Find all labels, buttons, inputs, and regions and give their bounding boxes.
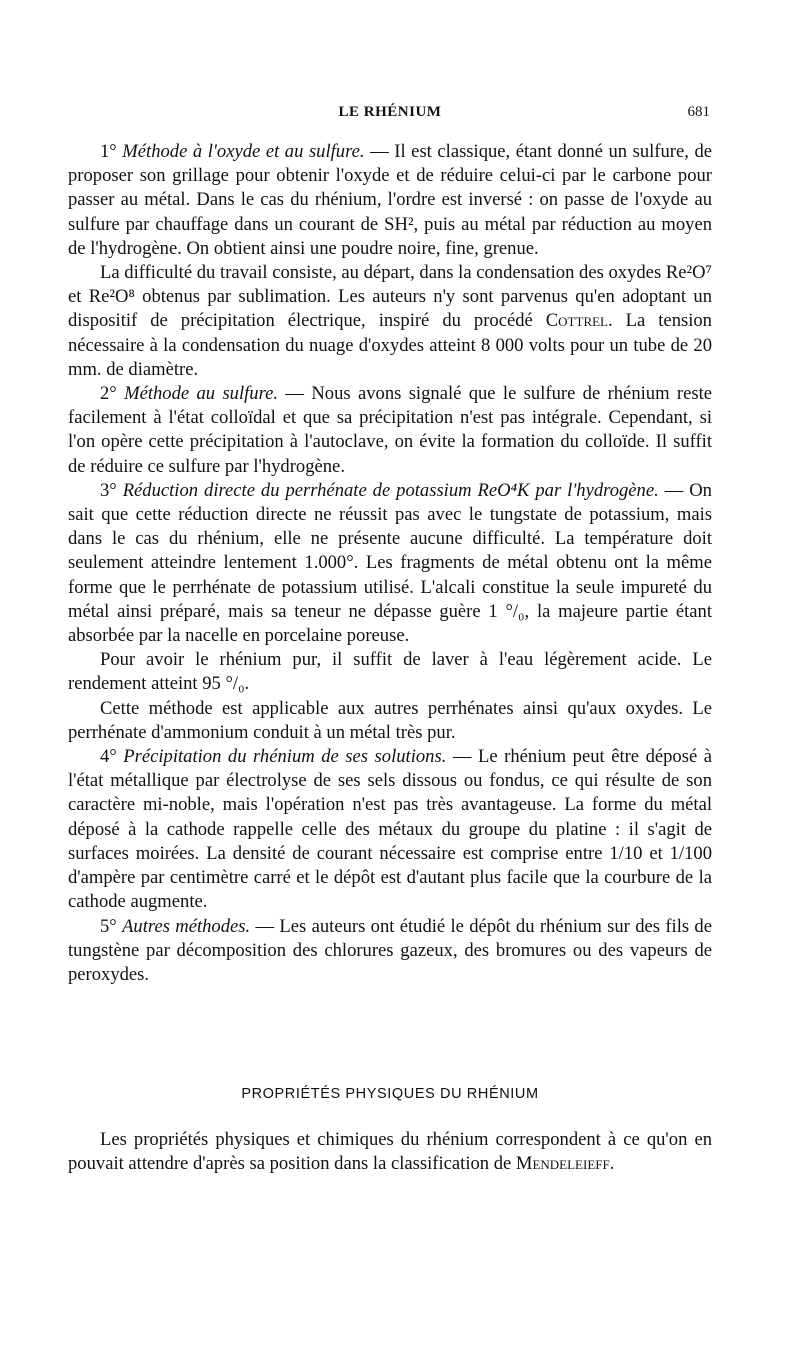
paragraph-text: La difficulté du travail consiste, au départ, dans la condensation des oxydes Re²O⁷ et Re²O⁸ obtenus par sublimation. Les auteurs n'y sont parvenus qu'en adoptant un dispositif de précipitation électrique, inspiré du procédé [68, 262, 712, 332]
page-number: 681 [687, 104, 710, 120]
method-number: 3° [100, 479, 117, 501]
paragraph-text: — Les auteurs ont étudié le dépôt du rhénium sur des fils de tungstène par décomposition des chlorures gazeux, des bromures ou des vapeurs de peroxydes. [68, 915, 712, 985]
section-heading: PROPRIÉTÉS PHYSIQUES DU RHÉNIUM [241, 1086, 539, 1102]
method-number: 4° [100, 746, 117, 768]
paragraph-text: — Le rhénium peut être déposé à l'état métallique par électrolyse de ses sels dissous ou fondus, ce qui résulte de son caractère mi-noble, mais l'opération n'est pas très avantageuse. La forme du métal déposé à la cathode rappelle celle des métaux du groupe du platine : il s'agit de surfaces moirées. La densité de courant nécessaire est comprise entre 1/10 et 1/100 d'ampère par centimètre carré et le dépôt est d'autant plus facile que la courbure de la cathode augmente. [68, 746, 713, 913]
paragraph-method-5 [68, 915, 712, 988]
paragraph-properties [68, 1128, 712, 1176]
paragraph-condensation [68, 261, 712, 382]
paragraph-text: Les propriétés physiques et chimiques du rhénium correspondent à ce qu'on en pouvait attendre d'après sa position dans la classification de [68, 1129, 712, 1175]
page-header [68, 104, 712, 126]
person-name: Cottrel [545, 310, 608, 332]
method-number: 1° [100, 141, 117, 162]
paragraph-method-3 [68, 479, 712, 648]
method-title: Méthode à l'oxyde et au sulfure. [122, 141, 365, 162]
method-title: Réduction directe du perrhénate de potassium ReO⁴K par l'hydrogène. [122, 479, 659, 501]
method-title: Autres méthodes. [122, 915, 251, 937]
paragraph-text: — On sait que cette réduction directe ne réussit pas avec le tungstate de potassium, mais dans le cas du rhénium, elle ne présente aucune difficulté. La température doit seulement atteindre lentement 1.000°. Les fragments de métal obtenu ont la même forme que le perrhénate de potassium utilisé. L'alcali constitue la seule impureté du métal ainsi préparé, mais sa teneur ne dépasse guère 1 °/₀, la majeure partie étant absorbée par la nacelle en porcelaine poreuse. [68, 479, 712, 647]
paragraph-text: — Nous avons signalé que le sulfure de rhénium reste facilement à l'état colloïdal et que sa précipitation n'est pas intégrale. Cependant, si l'on opère cette précipitation à l'autoclave, on évite la formation du colloïde. Il suffit de réduire ce sulfure par l'hydrogène. [68, 383, 712, 477]
method-number: 5° [100, 915, 117, 937]
paragraph-text: — Il est classique, étant donné un sulfure, de proposer son grillage pour obtenir l'oxyde et de réduire celui-ci par le carbone pour passer au métal. Dans le cas du rhénium, l'ordre est inversé : on passe de l'oxyde au sulfure par chauffage dans un courant de SH², puis au métal par réduction au moyen de l'hydrogène. On obtient ainsi une poudre noire, fine, grenue. [68, 141, 712, 259]
main-text [68, 140, 712, 987]
paragraph-end: . [609, 1153, 615, 1175]
paragraph-method-2 [68, 382, 712, 479]
paragraph-pure-rhenium: Pour avoir le rhénium pur, il suffit de laver à l'eau légèrement acide. Le rendement atteint 95 °/₀. [68, 649, 712, 695]
section-body [68, 1128, 712, 1176]
paragraph-applicability: Cette méthode est applicable aux autres perrhénates ainsi qu'aux oxydes. Le perrhénate d'ammonium conduit à un métal très pur. [68, 697, 712, 743]
method-number: 2° [100, 383, 117, 405]
paragraph-method-1 [68, 140, 712, 261]
paragraph-text: . La tension nécessaire à la condensation du nuage d'oxydes atteint 8 000 volts pour un tube de 20 mm. de diamètre. [68, 310, 712, 380]
running-title: LE RHÉNIUM [338, 104, 442, 120]
paragraph-method-4 [68, 745, 712, 914]
method-title: Méthode au sulfure. [124, 383, 279, 405]
person-name: Mendeleieff [515, 1153, 610, 1175]
method-title: Précipitation du rhénium de ses solutions. [123, 746, 447, 768]
